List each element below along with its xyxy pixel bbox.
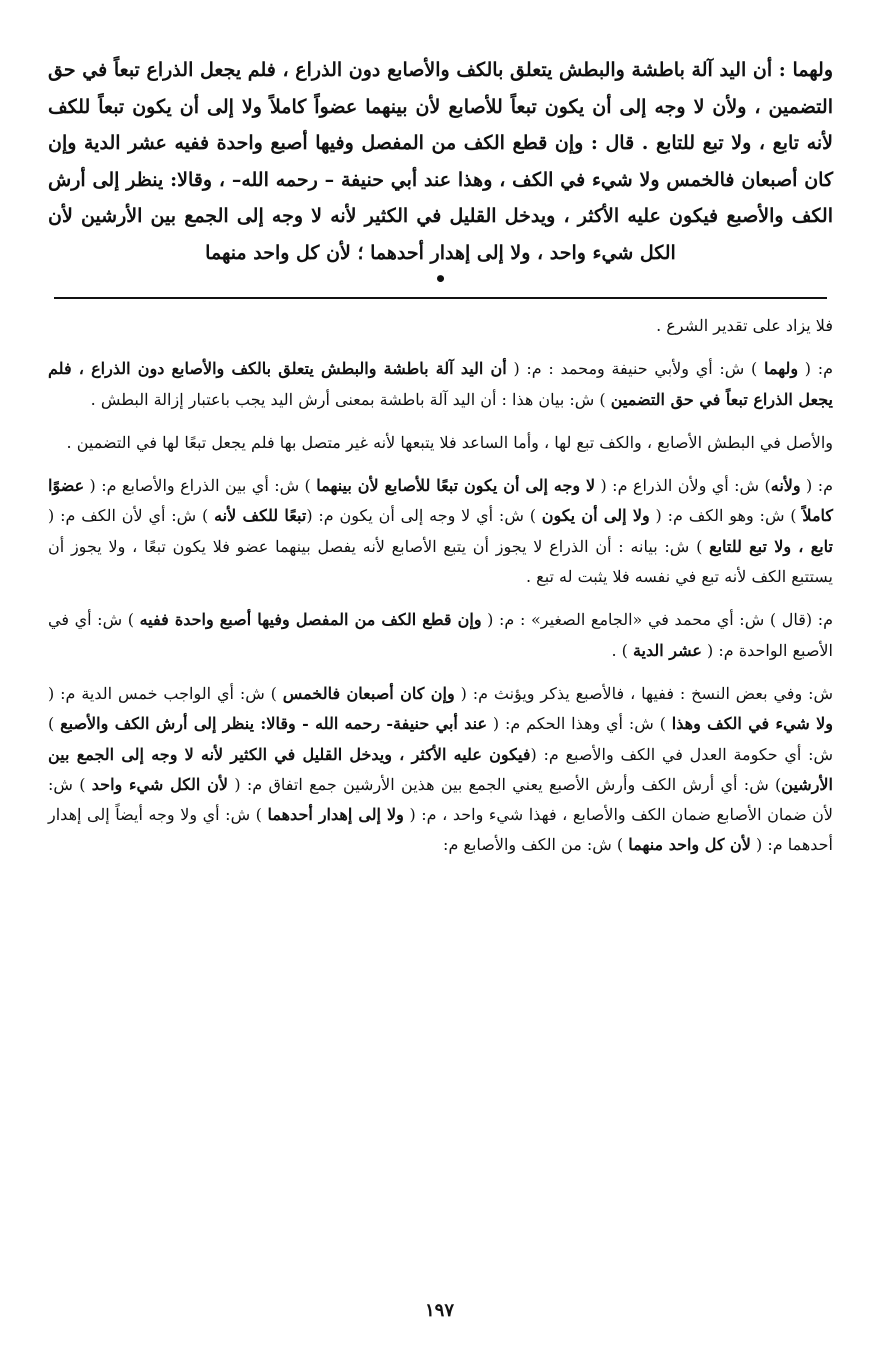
matn-text <box>48 52 833 271</box>
text-run: ) ش: أي لأن الكف م: ( <box>48 506 215 526</box>
text-run: ) ش: أي في الأصبع الواحدة م: ( <box>48 610 833 660</box>
sharh-paragraph <box>48 311 833 341</box>
text-run: فلا يزاد على تقدير الشرع . <box>656 316 833 335</box>
quoted-matn: عضوًا كاملاً <box>48 476 833 526</box>
matn-paragraph: ولهما : أن اليد آلة باطشة والبطش يتعلق بالكف والأصابع دون الذراع ، فلم يجعل الذراع تبعاً في حق التضمين ، ولأن لا وجه إلى أن يكون تبعاً للأصابع لأن بينهما عضواً كاملاً ولا إلى أن يكون تبعاً للكف لأنه تابع ، ولا تبع للتابع . قال : وإن قطع الكف من المفصل وفيها أصبع واحدة ففيه عشر الدية وإن كان أصبعان فالخمس ولا شيء في الكف ، وهذا عند أبي حنيفة – رحمه الله– ، وقالا: ينظر إلى أرش الكف والأصبع فيكون عليه الأكثر ، ويدخل القليل في الكثير لأنه لا وجه إلى الجمع بين الأرشين لأن الكل شيء واحد ، ولا إلى إهدار أحدهما ؛ لأن كل واحد منهما <box>48 59 833 264</box>
page-number: ١٩٧ <box>424 1300 454 1321</box>
sharh-paragraph <box>48 679 833 861</box>
quoted-matn: ولا شيء في الكف وهذا <box>671 714 834 734</box>
quoted-matn: وإن قطع الكف من المفصل وفيها أصبع واحدة ففيه <box>139 610 482 630</box>
sharh-paragraph <box>48 605 833 666</box>
sharh-paragraph <box>48 354 833 415</box>
text-run: م: ( <box>798 359 834 379</box>
quoted-matn: تبعًا للكف لأنه <box>214 506 307 526</box>
sharh-commentary <box>48 311 833 861</box>
quoted-matn: لا وجه إلى أن يكون تبعًا للأصابع لأن بينهما <box>316 476 596 496</box>
divider-rule <box>54 297 827 299</box>
text-run: والأصل في البطش الأصابع ، والكف تبع لها ، وأما الساعد فلا يتبعها لأنه غير متصل بها فلم يجعل تبعًا لها في التضمين . <box>66 432 833 452</box>
quoted-matn: ولأنه <box>770 476 801 496</box>
text-run: ) ش: أي وهذا الحكم م: ( <box>487 714 672 734</box>
quoted-matn: ولا إلى إهدار أحدهما <box>267 805 404 825</box>
text-run: ) ش: وهو الكف م: ( <box>649 506 803 526</box>
quoted-matn: ولا إلى أن يكون <box>541 506 650 526</box>
separator-dot: • <box>434 267 447 291</box>
sharh-paragraph <box>48 428 833 458</box>
text-run: ) ش: أي لا وجه إلى أن يكون م: ( <box>306 506 542 526</box>
book-page <box>48 52 833 874</box>
text-run: ) ش: بيانه : أن الذراع لا يجوز أن يتبع الأصابع لأنه يفصل بينهما عضو فلا يكون تبعًا ، ولا يجوز أن يستتبع الكف لأنه تبع في نفسه فلا يثبت له تبع . <box>48 536 833 587</box>
quoted-matn: لأن كل واحد منهما <box>628 835 751 855</box>
quoted-matn: لأن الكل شيء واحد <box>91 774 229 794</box>
text-run: ) ش: من الكف والأصابع م: <box>443 835 629 855</box>
text-run: ) ش: أي أرش الكف وأرش الأصبع يعني الجمع بين هذين الأرشين جمع اتفاق م: ( <box>228 774 782 794</box>
quoted-matn: عند أبي حنيفة- رحمه الله - وقالا: ينظر إلى أرش الكف والأصبع <box>60 714 487 734</box>
text-run: ) ش: بيان هذا : أن اليد آلة باطشة بمعنى أرش اليد يجب باعتبار إزالة البطش . <box>90 389 611 409</box>
sharh-paragraph <box>48 471 833 592</box>
quoted-matn: أن اليد آلة باطشة والبطش يتعلق بالكف والأصابع دون الذراع ، فلم يجعل الذراع تبعاً في حق التضمين <box>48 359 833 409</box>
quoted-matn: ولهما <box>763 359 799 379</box>
text-run: ) . <box>611 640 633 660</box>
text-run: ش: وفي بعض النسخ : ففيها ، فالأصبع يذكر ويؤنث م: ( <box>454 683 833 703</box>
text-run: م: (قال ) ش: أي محمد في «الجامع الصغير» : م: ( <box>481 610 833 630</box>
quoted-matn: فيكون عليه الأكثر ، ويدخل القليل في الكثير لأنه لا وجه إلى الجمع بين الأرشين <box>48 744 833 794</box>
text-run: ) ش: أي الواجب خمس الدية م: ( <box>48 683 283 703</box>
text-run: ) ش: أي حكومة العدل في الكف والأصبع م: ( <box>48 714 834 764</box>
text-run: ) ش: لأن ضمان الأصابع ضمان الكف والأصابع ، فهذا شيء واحد ، م: ( <box>48 774 833 825</box>
quoted-matn: عشر الدية <box>632 640 702 660</box>
text-run: ) ش: أي ولأبي حنيفة ومحمد : م: ( <box>506 359 764 379</box>
text-run: ) ش: أي ولا وجه أيضاً إلى إهدار أحدهما م: ( <box>48 805 833 855</box>
text-run: ) ش: أي ولأن الذراع م: ( <box>595 476 771 496</box>
quoted-matn: وإن كان أصبعان فالخمس <box>282 683 455 703</box>
text-run: ) ش: أي بين الذراع والأصابع م: ( <box>84 476 317 496</box>
quoted-matn: تابع ، ولا تبع للتابع <box>709 536 833 556</box>
text-run: م: ( <box>800 476 834 496</box>
